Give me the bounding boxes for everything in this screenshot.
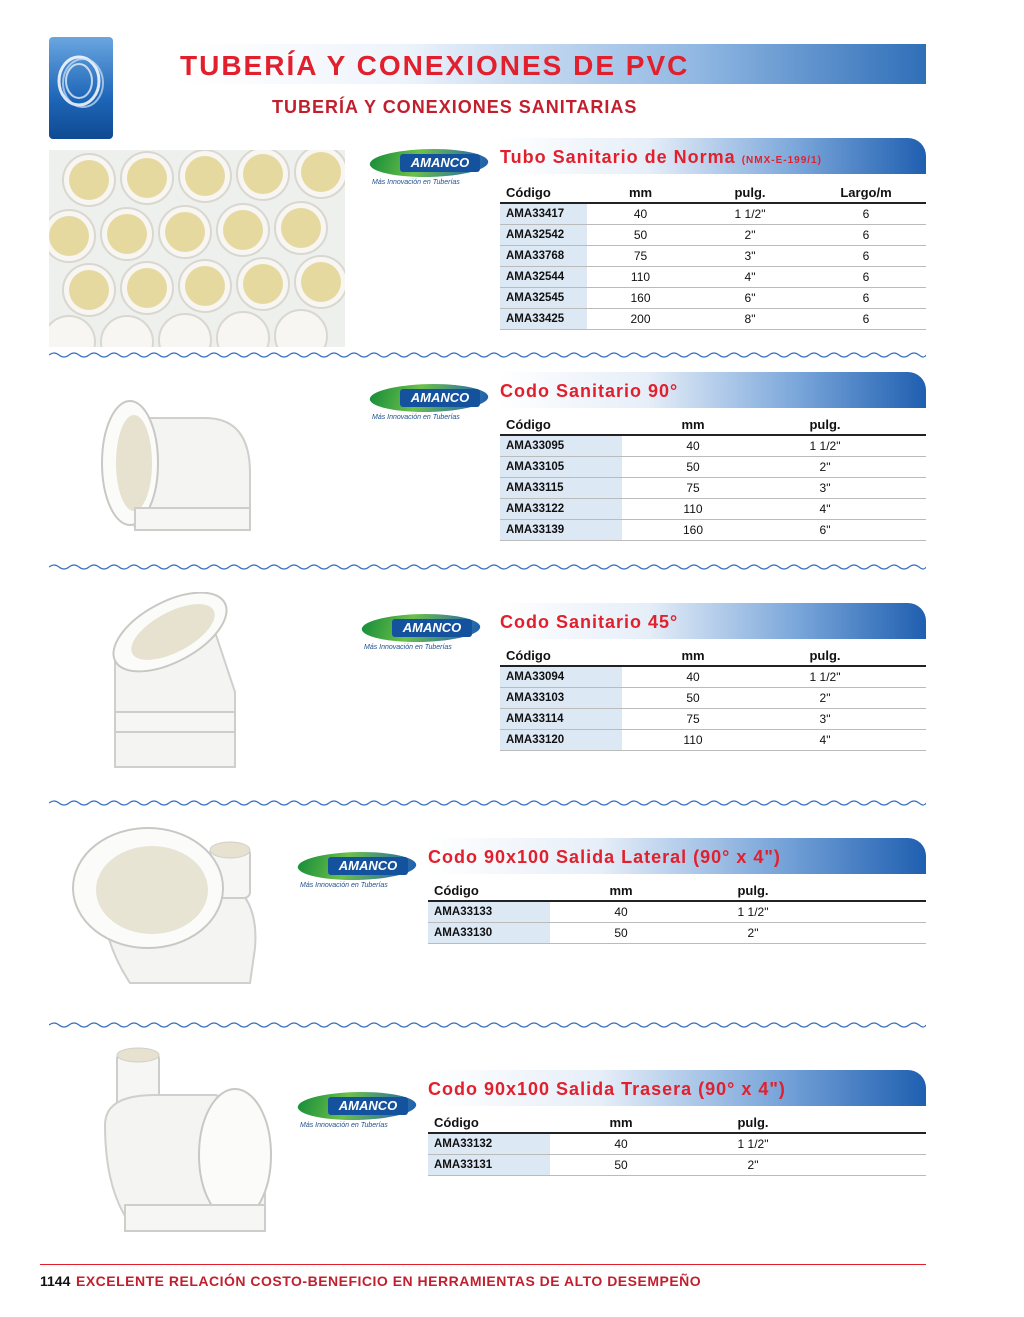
table-row: AMA32545 160 6" 6 (500, 288, 926, 309)
spec-table-codo-90: Código mm pulg. AMA33095 40 1 1/2" AMA33105 50 2" AMA33115 75 3" AMA33122 110 4" AMA33139 160 6" (500, 414, 926, 541)
table-row: AMA33105 50 2" (500, 457, 926, 478)
page-title: TUBERÍA Y CONEXIONES DE PVC (180, 50, 690, 81)
table-row: AMA32544 110 4" 6 (500, 267, 926, 288)
table-row: AMA33417 40 1 1/2" 6 (500, 203, 926, 225)
table-row: AMA33095 40 1 1/2" (500, 435, 926, 457)
section-title-salida-trasera: Codo 90x100 Salida Trasera (90° x 4") (428, 1079, 786, 1099)
elbow-90-photo (90, 378, 260, 548)
section-title-codo-90: Codo Sanitario 90° (500, 381, 679, 401)
footer-slogan: EXCELENTE RELACIÓN COSTO-BENEFICIO EN HERRAMIENTAS DE ALTO DESEMPEÑO (76, 1273, 702, 1289)
section-title-salida-lateral: Codo 90x100 Salida Lateral (90° x 4") (428, 847, 781, 867)
table-row: AMA33768 75 3" 6 (500, 246, 926, 267)
section-title-codo-45: Codo Sanitario 45° (500, 612, 679, 632)
table-row: AMA33103 50 2" (500, 688, 926, 709)
table-row: AMA33139 160 6" (500, 520, 926, 541)
amanco-logo: AMANCO Más Innovación en Tuberías (298, 1088, 418, 1134)
section-title-tubo-sanitario: Tubo Sanitario de Norma (NMX-E-199/1) (500, 147, 822, 167)
page-subtitle: TUBERÍA Y CONEXIONES SANITARIAS (272, 97, 638, 117)
spec-table-salida-lateral: Código mm pulg. AMA33133 40 1 1/2" AMA33130 50 2" (428, 880, 926, 944)
wave-divider (49, 563, 926, 571)
pvc-pipes-photo (49, 150, 345, 347)
table-row: AMA33094 40 1 1/2" (500, 666, 926, 688)
spec-table-codo-45: Código mm pulg. AMA33094 40 1 1/2" AMA33103 50 2" AMA33114 75 3" AMA33120 110 4" (500, 645, 926, 751)
table-row: AMA33122 110 4" (500, 499, 926, 520)
elbow-45-photo (85, 592, 255, 782)
amanco-logo: AMANCO Más Innovación en Tuberías (370, 380, 490, 426)
table-row: AMA33132 40 1 1/2" (428, 1133, 926, 1155)
wave-divider (49, 799, 926, 807)
page-number: 1144 (40, 1273, 71, 1289)
amanco-logo: AMANCO Más Innovación en Tuberías (370, 145, 490, 191)
wave-divider (49, 351, 926, 359)
table-row: AMA33130 50 2" (428, 923, 926, 944)
table-row: AMA33115 75 3" (500, 478, 926, 499)
norm-reference: (NMX-E-199/1) (741, 155, 822, 166)
elbow-rear-outlet-photo (95, 1045, 275, 1255)
spec-table-tubo-sanitario: Código mm pulg. Largo/m AMA33417 40 1 1/2" 6 AMA32542 50 2" 6 AMA33768 75 3" 6 AMA32544 110 4" 6 AMA32545 160 6" 6 AMA33425 200 8" 6 (500, 182, 926, 330)
table-row: AMA32542 50 2" 6 (500, 225, 926, 246)
table-row: AMA33425 200 8" 6 (500, 309, 926, 330)
table-row: AMA33114 75 3" (500, 709, 926, 730)
table-row: AMA33133 40 1 1/2" (428, 901, 926, 923)
wave-divider (49, 1021, 926, 1029)
footer-divider (40, 1264, 926, 1265)
spec-table-salida-trasera: Código mm pulg. AMA33132 40 1 1/2" AMA33131 50 2" (428, 1112, 926, 1176)
pipe-rings-icon (49, 37, 113, 139)
amanco-logo: AMANCO Más Innovación en Tuberías (362, 610, 482, 656)
table-row: AMA33120 110 4" (500, 730, 926, 751)
elbow-lateral-outlet-photo (60, 818, 270, 988)
table-row: AMA33131 50 2" (428, 1155, 926, 1176)
amanco-logo: AMANCO Más Innovación en Tuberías (298, 848, 418, 894)
